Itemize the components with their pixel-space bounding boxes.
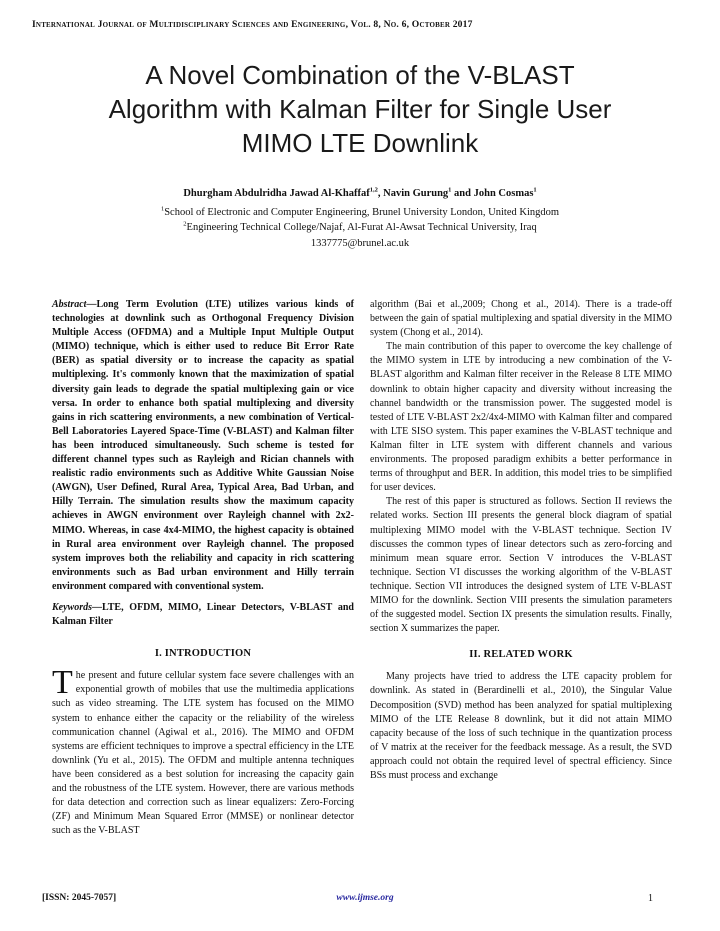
left-column <box>52 298 354 838</box>
right-column <box>370 298 672 783</box>
body-paragraph: The main contribution of this paper to overcome the key challenge of the MIMO system in LTE by introducing a new combination of the V-BLAST algorithm and Kalman filter receiver in the Release 8 LTE MIMO downlink to obtain higher capacity and diversity without increasing the channel bandwidth or the transmission power. The suggested model is tested of LTE V-BLAST 2x2/4x4-MIMO with Kalman filter and compared with LTE SISO system. This paper examines the V-BLAST technique and Kalman filter in LTE system with different channels and various environments. The proposed paradigm exhibits a better performance in terms of throughput and BER. In addition, this model tries to be simplified for user devices. <box>370 341 672 494</box>
intro-text: he present and future cellular system face severe challenges with an exponential growth of mobiles that use the multimedia applications such as video streaming. The LTE system has focused on the MIMO system to enhance either the capacity or the reliability of the wireless communication channel (Agiwal et al., 2016). The MIMO and OFDM systems are efficient techniques to improve a spectral efficiency in the LTE downlink (Yu et al., 2015). The OFDM and multiple antenna techniques have been considered as a best solution for increasing the capacity gain and the robustness of the LTE system. However, there are various methods for data detection and correction such as linear equalizers: Zero-Forcing (ZF) and Minimum Mean Squared Error (MMSE) or nonlinear detector such as the V-BLAST <box>52 670 354 837</box>
page-number: 1 <box>648 893 653 904</box>
affiliation <box>40 207 680 218</box>
author-affil-mark: 1,2 <box>369 186 378 194</box>
keywords <box>52 601 354 629</box>
footer-issn: [ISSN: 2045-7057] <box>42 893 117 903</box>
affil-mark: 1 <box>160 205 165 213</box>
title-line: A Novel Combination of the V-BLAST <box>145 60 575 90</box>
body-paragraph: Many projects have tried to address the LTE capacity problem for downlink. As stated in (Berardinelli et al., 2010), the Singular Value Decomposition (SVD) method has been analyzed for spatial multiplexing MIMO of the LTE Release 8 downlink, but it did not attain MIMO capacity because of the loss of such technique in the quantization process of V matrix at the receiver for the feedback message. As a result, the SVD approach could not obtain the required level of spectral efficiency. Since BSs must process and exchange <box>370 671 672 781</box>
footer-website-link[interactable]: www.ijmse.org <box>336 893 394 903</box>
section-heading-related-work: II. RELATED WORK <box>469 649 573 661</box>
author-affil-mark: 1 <box>448 186 452 194</box>
author-list: Dhurgham Abdulridha Jawad Al-Khaffaf$^{1,2}$, Navin Gurung$^1$ and John Cosmas$^1$ <box>183 186 537 199</box>
drop-cap: T <box>52 664 73 702</box>
affil-mark: 2 <box>183 220 187 228</box>
author-name: John Cosmas <box>473 188 534 199</box>
title-line: MIMO LTE Downlink <box>241 128 479 158</box>
affiliation <box>40 222 680 233</box>
intro-paragraph <box>52 664 354 838</box>
abstract <box>52 298 354 594</box>
journal-header: International Journal of Multidisciplinary Sciences and Engineering, Vol. 8, No. 6, October 2017 <box>32 19 473 30</box>
affil-text: Engineering Technical College/Najaf, Al-Furat Al-Awsat Technical University, Iraq <box>186 222 537 233</box>
author-affil-mark: 1 <box>533 186 537 194</box>
title-line: Algorithm with Kalman Filter for Single User <box>108 94 612 124</box>
keywords-label: Keywords <box>52 601 92 613</box>
author-name: Dhurgham Abdulridha Jawad Al-Khaffaf <box>183 188 370 199</box>
author-email: 1337775@brunel.ac.uk <box>310 238 410 249</box>
section-heading-introduction: I. INTRODUCTION <box>154 648 252 660</box>
author-name: Navin Gurung <box>383 188 449 199</box>
paper-title <box>60 58 660 160</box>
abstract-label: Abstract <box>52 299 87 310</box>
abstract-text: —Long Term Evolution (LTE) utilizes various kinds of technologies at downlink such as Orthogonal Frequency Division Multiple Access (OFDMA) and a Multiple Input Multiple Output (MIMO) technique, which is either used to reduce Bit Error Rate (BER) as spatial diversity or to increase the capacity as spatial multiplexing. It's commonly known that the maximization of spatial diversity gain leads to degrade the spatial multiplexing gain or vice versa. In order to enhance both spatial multiplexing and diversity gains in rich scattering environments, a new combination of Vertical-Bell Laboratories Layered Space-Time (V-BLAST) and Kalman filter has been introduced simultaneously. Such scheme is tested for different channel types such as Rayleigh and Rician channels with realistic radio environments such as Additive White Gaussian Noise (AWGN), User Defined, Rural Area, Typical Area, Bad Urban, and Hilly Terrain. The simulation results show the maximum capacity achieves in AWGN environment over Rayleigh channel with 2x2-MIMO. Whereas, in case 4x4-MIMO, the highest capacity is obtained in Rural area environment over Rayleigh channel. The proposed system improves both the reliability and capacity in rich scattering environments such as Bad urban environment and Hilly terrain environment compared with conventional system. <box>52 299 354 592</box>
keywords-text: —LTE, OFDM, MIMO, Linear Detectors, V-BLAST and Kalman Filter <box>52 601 354 628</box>
affil-text: School of Electronic and Computer Engineering, Brunel University London, United Kingdom <box>164 207 560 218</box>
body-paragraph: algorithm (Bai et al.,2009; Chong et al., 2014). There is a trade-off between the gain of spatial multiplexing and spatial diversity in the MIMO system (Chong et al., 2014). <box>370 299 672 339</box>
body-paragraph: The rest of this paper is structured as follows. Section II reviews the related works. Section III presents the general block diagram of spatial multiplexing MIMO model with the V-BLAST technique. Section IV discusses the common types of linear detectors such as zero-forcing and minimum mean square error. Section V introduces the V-BLAST technique. Section VI discusses the working algorithm of the V-BLAST technique. Section VII introduces the designed system of LTE V-BLAST MIMO for the downlink. Section VIII presents the simulation parameters of the suggested model. Section IX presents the simulation results. Finally, section X summarizes the paper. <box>370 496 672 635</box>
